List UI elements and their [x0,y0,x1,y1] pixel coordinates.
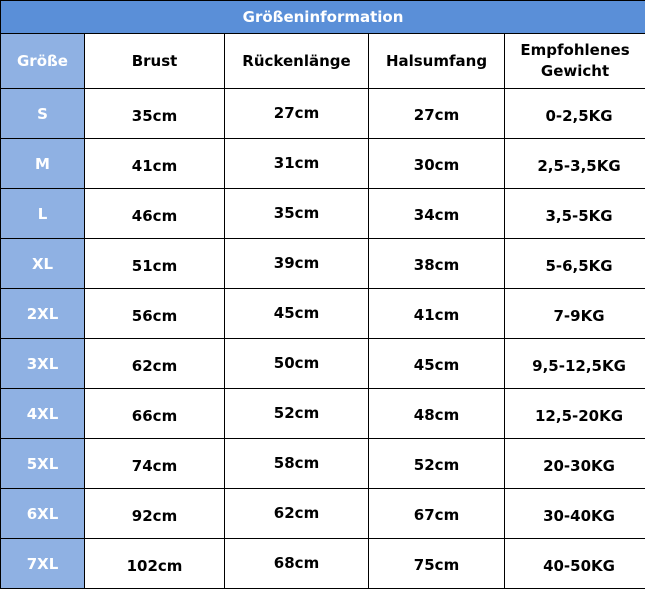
table-row [1,439,645,489]
neck-cell [369,489,505,539]
size-cell [1,389,85,439]
neck-cell [369,139,505,189]
back-length-cell [225,339,369,389]
table-row [1,289,645,339]
weight-cell-value: 2,5-3,5KG [537,156,621,175]
size-cell [1,239,85,289]
size-cell-value: XL [31,254,54,273]
neck-cell [369,89,505,139]
table-row [1,189,645,239]
chest-cell [85,439,225,489]
back-length-cell [225,389,369,439]
size-cell [1,539,85,589]
chest-cell [85,189,225,239]
back-length-cell [225,89,369,139]
back-length-cell [225,139,369,189]
chest-cell-value: 35cm [131,106,178,125]
neck-cell [369,439,505,489]
back-length-cell [225,539,369,589]
weight-cell-value: 30-40KG [543,506,615,525]
weight-cell [505,89,645,139]
column-header-back-length: Rückenlänge [225,34,369,89]
neck-cell-value: 27cm [413,105,460,124]
size-cell [1,439,85,489]
neck-cell [369,289,505,339]
header-row [1,34,645,89]
weight-cell-value: 3,5-5KG [545,206,613,225]
table-row [1,339,645,389]
neck-cell [369,189,505,239]
size-cell [1,89,85,139]
size-cell-value: 6XL [26,504,59,523]
chest-cell [85,139,225,189]
neck-cell-value: 52cm [413,455,460,474]
back-length-cell-value: 45cm [273,303,320,322]
chest-cell [85,539,225,589]
size-cell-value: L [37,204,48,223]
back-length-cell-value: 58cm [273,453,320,472]
weight-cell [505,289,645,339]
weight-cell [505,239,645,289]
size-cell-value: 3XL [26,354,59,373]
column-header-weight [505,34,645,89]
weight-cell [505,139,645,189]
weight-cell [505,389,645,439]
back-length-cell-value: 31cm [273,153,320,172]
back-length-cell [225,189,369,239]
weight-cell [505,439,645,489]
neck-cell-value: 34cm [413,205,460,224]
weight-cell [505,539,645,589]
chest-cell [85,339,225,389]
table-row [1,539,645,589]
back-length-cell [225,289,369,339]
chest-cell-value: 62cm [131,356,178,375]
size-cell [1,189,85,239]
chest-cell [85,239,225,289]
chest-cell-value: 74cm [131,456,178,475]
column-header-chest: Brust [85,34,225,89]
neck-cell-value: 45cm [413,355,460,374]
size-cell [1,289,85,339]
chest-cell-value: 41cm [131,156,178,175]
back-length-cell-value: 52cm [273,403,320,422]
column-header-size: Größe [1,34,85,89]
title-row [1,1,645,34]
chest-cell [85,489,225,539]
size-cell-value: 4XL [26,404,59,423]
size-cell-value: 5XL [26,454,59,473]
size-cell-value: S [37,104,48,123]
table-row [1,239,645,289]
back-length-cell-value: 68cm [273,553,320,572]
chest-cell [85,89,225,139]
size-cell [1,489,85,539]
size-cell-value: M [35,154,50,173]
table-title: Größeninformation [1,1,645,34]
chest-cell-value: 102cm [126,556,183,575]
chest-cell-value: 56cm [131,306,178,325]
table-row [1,139,645,189]
weight-cell [505,339,645,389]
neck-cell [369,389,505,439]
table-row [1,489,645,539]
table-row [1,89,645,139]
back-length-cell [225,439,369,489]
weight-cell-value: 5-6,5KG [545,256,613,275]
chest-cell [85,289,225,339]
table-body [1,89,645,589]
chest-cell-value: 92cm [131,506,178,525]
neck-cell [369,239,505,289]
chest-cell-value: 51cm [131,256,178,275]
size-cell [1,339,85,389]
chest-cell-value: 46cm [131,206,178,225]
neck-cell-value: 41cm [413,305,460,324]
neck-cell-value: 75cm [413,555,460,574]
back-length-cell [225,239,369,289]
weight-cell [505,489,645,539]
neck-cell-value: 67cm [413,505,460,524]
size-cell-value: 7XL [26,554,59,573]
back-length-cell-value: 35cm [273,203,320,222]
neck-cell-value: 48cm [413,405,460,424]
column-header-neck: Halsumfang [369,34,505,89]
neck-cell [369,339,505,389]
chest-cell-value: 66cm [131,406,178,425]
back-length-cell-value: 62cm [273,503,320,522]
neck-cell-value: 30cm [413,155,460,174]
table-row [1,389,645,439]
weight-cell-value: 0-2,5KG [545,106,613,125]
weight-cell-value: 12,5-20KG [535,406,624,425]
back-length-cell-value: 50cm [273,353,320,372]
weight-cell [505,189,645,239]
column-header-weight-label: Empfohlenes Gewicht [520,41,630,80]
back-length-cell-value: 39cm [273,253,320,272]
weight-cell-value: 40-50KG [543,556,615,575]
chest-cell [85,389,225,439]
back-length-cell [225,489,369,539]
size-cell-value: 2XL [26,304,59,323]
back-length-cell-value: 27cm [273,103,320,122]
neck-cell [369,539,505,589]
neck-cell-value: 38cm [413,255,460,274]
weight-cell-value: 20-30KG [543,456,615,475]
weight-cell-value: 7-9KG [553,306,605,325]
size-cell [1,139,85,189]
weight-cell-value: 9,5-12,5KG [532,356,626,375]
